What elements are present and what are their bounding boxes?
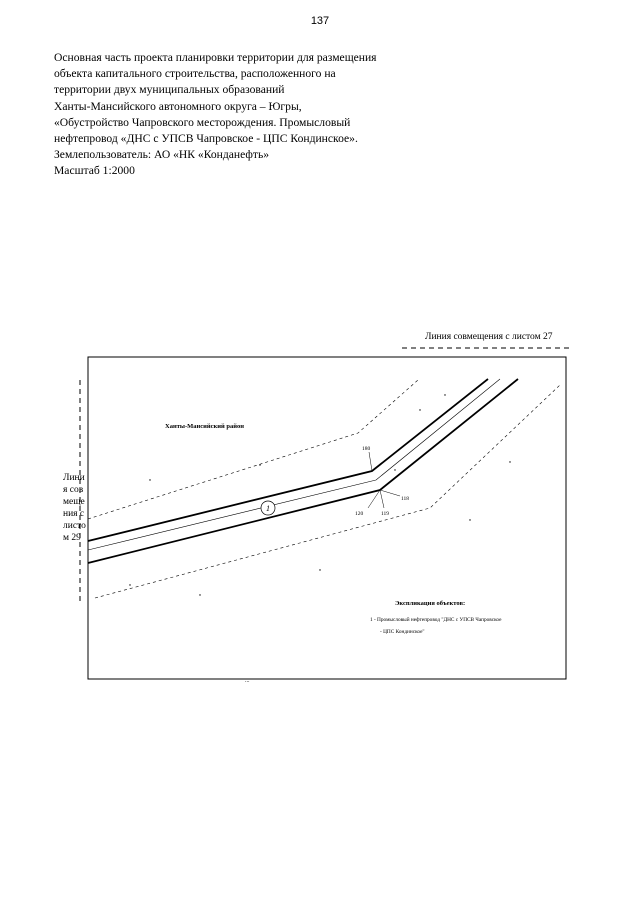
point-label-118: 118 <box>401 496 410 502</box>
legend-item-line: - ЦПС Кондинское" <box>380 629 425 635</box>
district-label: Ханты-Мансийский район <box>165 423 244 430</box>
title-line: Землепользователь: АО «НК «Конданефть» <box>54 148 270 162</box>
title-line: Основная часть проекта планировки территории для размещения <box>54 51 377 64</box>
leader-119 <box>380 490 384 508</box>
point-label-119: 119 <box>381 511 390 517</box>
pipeline-axis <box>88 379 500 550</box>
footer-mark: ... <box>245 678 250 684</box>
title-line: нефтепровод «ДНС с УПСВ Чапровское - ЦПС Кондинское». <box>54 132 358 146</box>
title-line: Ханты-Мансийского автономного округа – Югры, <box>54 99 302 113</box>
page-number: 137 <box>310 15 330 27</box>
legend-title: Экспликация объектов: <box>395 600 466 607</box>
title-line: «Обустройство Чапровского месторождения. Промысловый <box>54 115 351 129</box>
title-line: Масштаб 1:2000 <box>54 164 135 178</box>
corridor-boundary-upper <box>88 379 488 541</box>
point-label-120: 120 <box>355 511 364 517</box>
point-label-180: 180 <box>362 446 371 452</box>
title-line: территории двух муниципальных образований <box>54 83 285 97</box>
map-frame <box>88 357 566 679</box>
object-marker-label: 1 <box>266 504 270 513</box>
legend-item-line: 1 - Промысловый нефтепровод "ДНС с УПСВ Чапровское <box>370 617 502 623</box>
top-match-line-label: Линия совмещения с листом 27 <box>425 332 553 342</box>
leader-180 <box>369 452 372 471</box>
left-match-line-label: Линия совмещения с листом 29 <box>63 473 86 543</box>
title-line: объекта капитального строительства, расположенного на <box>54 67 336 81</box>
leader-118 <box>380 490 400 496</box>
